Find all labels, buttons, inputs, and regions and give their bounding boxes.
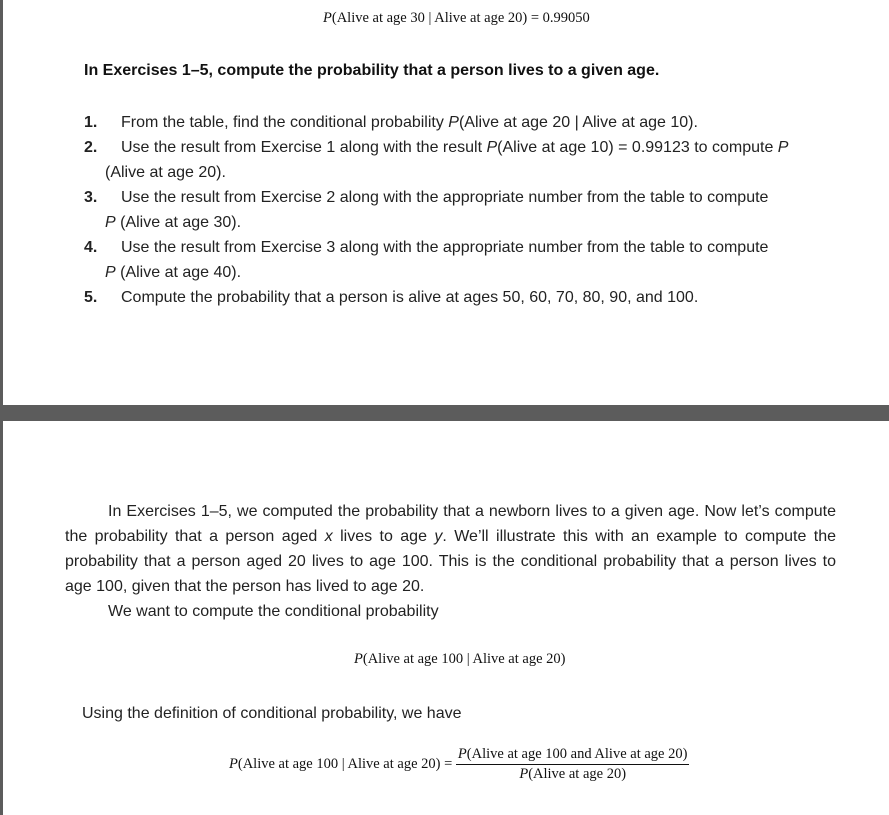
prob-symbol: P (105, 264, 116, 281)
prob-symbol: P (486, 139, 498, 156)
numerator-args: (Alive at age 100 and Alive at age 20) (466, 746, 688, 762)
prob-symbol: P (777, 139, 789, 156)
prob-symbol: P (519, 766, 529, 782)
exercise-item (84, 135, 844, 185)
paragraph-line-definition: Using the definition of conditional probability, we have (82, 705, 462, 722)
exercise-text: (Alive at age 30). (115, 214, 242, 231)
exercise-number: 1. (84, 114, 98, 131)
equation-alive-30-given-20 (323, 10, 590, 27)
prob-symbol: P (229, 756, 238, 772)
equation-result: = 0.99050 (527, 10, 590, 26)
paragraph-text: lives to age (332, 528, 435, 545)
paragraph-line-want: We want to compute the conditional probability (108, 603, 439, 620)
exercise-number: 3. (84, 189, 98, 206)
intro-paragraph (65, 499, 836, 599)
variable-y: y (434, 528, 443, 545)
equation-alive-100-given-20 (354, 651, 565, 668)
paragraph-text: In Exercises 1–5, we computed the probability that a newborn lives to a given age. Now let’s compute the probability that a person aged (65, 503, 836, 545)
prob-symbol: P (105, 214, 116, 231)
paragraph-text: . We’ll illustrate this with an example to compute the probability that a person aged 20 lives to age 100. This is the conditional probability that a person lives to age 100, given that the person has lived to age 20. (65, 528, 837, 595)
exercise-item (84, 235, 844, 285)
exercise-text: Use the result from Exercise 2 along with the appropriate number from the table to compute (121, 189, 769, 206)
prob-symbol: P (448, 114, 459, 131)
document-page-top (3, 0, 889, 405)
exercise-text: (Alive at age 20 | Alive at age 10). (458, 114, 698, 131)
exercise-text: Use the result from Exercise 3 along with the appropriate number from the table to compute (121, 239, 769, 256)
fraction (456, 746, 690, 783)
exercise-text: Compute the probability that a person is alive at ages 50, 60, 70, 80, 90, and 100. (121, 289, 699, 306)
exercise-item (84, 110, 844, 135)
exercise-text: Use the result from Exercise 1 along with the result (121, 139, 487, 156)
exercise-list (84, 110, 844, 310)
exercise-text: From the table, find the conditional probability (121, 114, 449, 131)
exercise-text: (Alive at age 20). (105, 164, 226, 181)
exercises-heading: In Exercises 1–5, compute the probability that a person lives to a given age. (84, 62, 660, 79)
equation-lhs: (Alive at age 100 | Alive at age 20) (237, 756, 441, 772)
exercise-number: 2. (84, 139, 98, 156)
denominator-args: (Alive at age 20) (528, 766, 627, 782)
exercise-number: 5. (84, 289, 98, 306)
exercise-text: (Alive at age 10) = 0.99123 to compute (497, 139, 778, 156)
prob-symbol: P (457, 746, 467, 762)
fraction-numerator (456, 746, 690, 765)
equation-conditional-definition (229, 746, 689, 783)
exercise-text: (Alive at age 40). (115, 264, 242, 281)
exercise-item (84, 285, 844, 310)
equation-args: (Alive at age 100 | Alive at age 20) (362, 651, 566, 667)
equation-args: (Alive at age 30 | Alive at age 20) (331, 10, 528, 26)
prob-symbol: P (323, 10, 332, 26)
variable-x: x (324, 528, 333, 545)
equals-sign: = (440, 756, 453, 772)
prob-symbol: P (354, 651, 363, 667)
exercise-number: 4. (84, 239, 98, 256)
exercise-item (84, 185, 844, 235)
fraction-denominator (456, 765, 690, 783)
